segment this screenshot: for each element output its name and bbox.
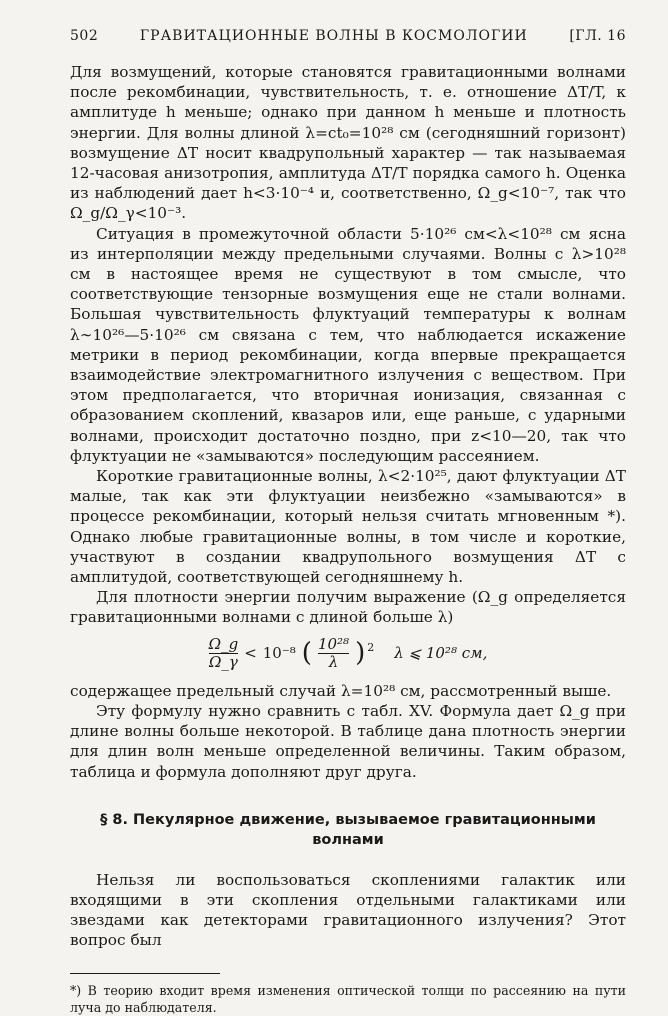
omega-g: Ω_g [208, 634, 239, 653]
footnote-divider [70, 973, 220, 974]
omega-ratio [209, 636, 239, 671]
formula-condition: λ ⩽ 10²⁸ см, [394, 644, 488, 663]
close-paren: ) [355, 638, 366, 669]
paragraph-6: Эту формулу нужно сравнить с табл. XV. Формула дает Ω_g при длине волны больше некоторой. В таблице дана плотность энергии для длин волн меньше определенной величины. Таким образом, таблица и формула дополняют друг друга. [70, 701, 626, 781]
page-number: 502 [70, 28, 99, 44]
footnote: *) В теорию входит время изменения оптической толщи по рассеянию на пути луча до наблюдателя. [70, 982, 626, 1015]
paragraph-3: Короткие гравитационные волны, λ<2·10²⁵, дают флуктуации ΔT малые, так как эти флуктуации неизбежно «замываются» в процессе рекомбинации, который нельзя считать мгновенным *). Однако любые гравитационные волны, в том числе и короткие, участвуют в создании квадрупольного возмущения ΔT с амплитудой, соответствующей сегодняшнему h. [70, 467, 626, 587]
inner-denominator: λ [328, 652, 339, 671]
wavelength-ratio [318, 636, 349, 671]
formula-exponent: 2 [367, 640, 375, 654]
inner-numerator: 10²⁸ [317, 634, 350, 653]
omega-gamma: Ω_γ [208, 652, 238, 671]
chapter-label: [ГЛ. 16 [569, 28, 626, 44]
paragraph-1: Для возмущений, которые становятся гравитационными волнами после рекомбинации, чувствительность, т. е. отношение ΔT/T, к амплитуде h меньше; однако при данном h меньше и плотность энергии. Для волны длиной λ=ct₀=10²⁸ см (сегодняшний горизонт) возмущение ΔT носит квадрупольный характер — так называемая 12-часовая анизотропия, амплитуда ΔT/T порядка самого h. Оценка из наблюдений дает h<3·10⁻⁴ и, соответственно, Ω_g<10⁻⁷, так что Ω_g/Ω_γ<10⁻³. [70, 63, 626, 223]
book-page [70, 28, 626, 1016]
main-text [70, 62, 626, 782]
paragraph-5: содержащее предельный случай λ=10²⁸ см, рассмотренный выше. [70, 681, 612, 700]
energy-density-formula [70, 636, 626, 671]
paragraph-4: Для плотности энергии получим выражение (Ω_g определяется гравитационными волнами с длиной больше λ) [70, 588, 626, 627]
open-paren: ( [301, 638, 312, 669]
running-title: ГРАВИТАЦИОННЫЕ ВОЛНЫ В КОСМОЛОГИИ [139, 28, 528, 44]
section-text [70, 870, 626, 951]
formula-relation: < [244, 644, 257, 663]
formula-factor: 10⁻⁸ [262, 644, 296, 663]
running-head [70, 28, 626, 44]
section-heading: § 8. Пекулярное движение, вызываемое гравитационными волнами [100, 811, 596, 848]
paragraph-2: Ситуация в промежуточной области 5·10²⁶ см<λ<10²⁸ см ясна из интерполяции между предельными случаями. Волны с λ>10²⁸ см в настоящее время не существуют в том смысле, что соответствующие тензорные возмущения еще не стали волнами. Большая чувствительность флуктуаций температуры к волнам λ∼10²⁶—5·10²⁶ см связана с тем, что наблюдается искажение метрики в период рекомбинации, когда впервые прекращается взаимодействие электромагнитного излучения с веществом. При этом предполагается, что вторичная ионизация, связанная с образованием скоплений, квазаров или, еще раньше, с ударными волнами, происходит достаточно поздно, при z<10—20, так что флуктуации не «замываются» последующим рассеянием. [70, 224, 626, 465]
section-paragraph: Нельзя ли воспользоваться скоплениями галактик или входящими в эти скопления отдельными галактиками или звездами как детекторами гравитационного излучения? Этот вопрос был [70, 870, 626, 950]
